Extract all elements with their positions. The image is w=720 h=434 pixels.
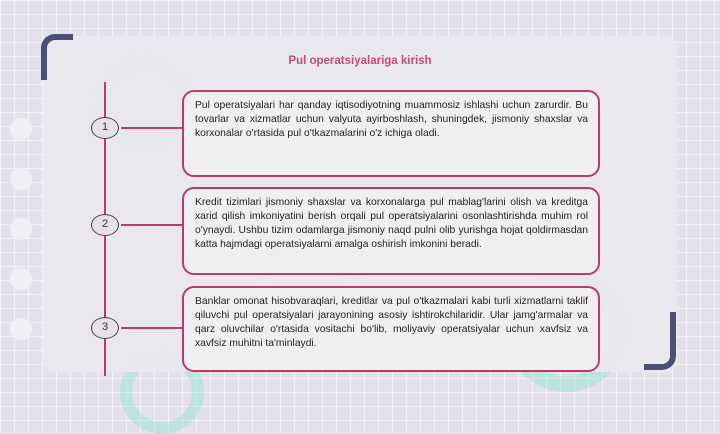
step-number-2: 2 — [91, 214, 119, 236]
notebook-holes — [10, 118, 40, 378]
timeline-connector-3 — [121, 327, 182, 329]
corner-bracket-bottom-right — [644, 312, 676, 370]
notebook-hole — [10, 168, 32, 190]
timeline-connector-2 — [121, 224, 182, 226]
info-card-text: Banklar omonat hisobvaraqlari, kreditlar va pul o'tkazmalari kabi turli xizmatlarni taklif qiluvchi pul operatsiyalari jarayonining asosiy ishtirokchilaridir. Ular jamg'armalar va qarz oluvchilar o'rtasida vositachi bo'lib, moliyaviy operatsiyalar uchun xavfsiz va xavfsiz muhitni ta'minlaydi. — [195, 296, 588, 349]
info-card-2 — [182, 187, 600, 275]
notebook-hole — [10, 318, 32, 340]
info-card-text: Pul operatsiyalari har qanday iqtisodiyotning muammosiz ishlashi uchun zarurdir. Bu tovarlar va xizmatlar uchun valyuta ayirboshlash, shuningdek, jismoniy shaxslar va korxonalar o'rtasida pul o'tkazmalarini o'z ichiga oladi. — [195, 100, 588, 139]
step-number-3: 3 — [91, 317, 119, 339]
step-number-1: 1 — [91, 117, 119, 139]
notebook-hole — [10, 118, 32, 140]
notebook-hole — [10, 218, 32, 240]
timeline-connector-1 — [121, 127, 182, 129]
notebook-hole — [10, 268, 32, 290]
corner-bracket-top-left — [41, 34, 73, 80]
slide-title: Pul operatsiyalariga kirish — [288, 55, 432, 67]
info-card-text: Kredit tizimlari jismoniy shaxslar va korxonalarga pul mablag'larini olish va kreditga xarid qilish imkoniyatini berish orqali pul operatsiyalarini osonlashtirishda muhim rol o'ynaydi. Ushbu tizim odamlarga jismoniy naqd pulni olib yurishga hojat qoldirmasdan katta hajmdagi operatsiyalarni amalga oshirish imkonini beradi. — [195, 197, 588, 250]
info-card-3 — [182, 286, 600, 372]
info-card-1 — [182, 90, 600, 177]
